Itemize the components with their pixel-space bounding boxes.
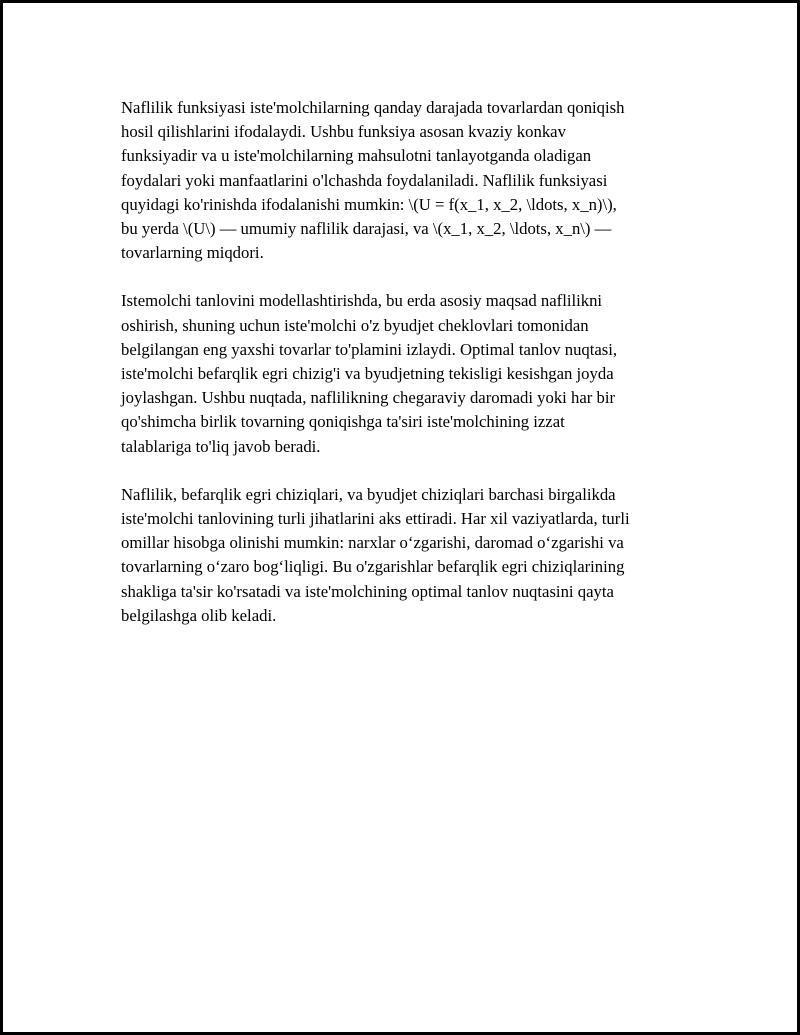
paragraph-indifference-budget: Naflilik, befarqlik egri chiziqlari, va byudjet chiziqlari barchasi birgalikda iste'molchi tanlovining turli jihatlarini aks ettiradi. Har xil vaziyatlarda, turli omillar hisobga olinishi mumkin: narxlar o‘zgarishi, daromad o‘zgarishi va tovarlarning o‘zaro bog‘liqligi. Bu o'zgarishlar befarqlik egri chiziqlarining shakliga ta'sir ko'rsatadi va iste'molchining optimal tanlov nuqtasini qayta belgilashga olib keladi. bbox=[121, 484, 630, 625]
paragraph-utility-function: Naflilik funksiyasi iste'molchilarning qanday darajada tovarlardan qoniqish hosil qilishlarini ifodalaydi. Ushbu funksiya asosan kvaziy konkav funksiyadir va u iste'molchilarning mahsulotni tanlayotganda oladigan foydalari yoki manfaatlarini o'lchashda foydalaniladi. Naflilik funksiyasi quyidagi ko'rinishda ifodalanishi mumkin: \(U = f(x_1, x_2, \ldots, x_n)\), bu yerda \(U\) — umumiy naflilik darajasi, va \(x_1, x_2, \ldots, x_n\) — tovarlarning miqdori. bbox=[121, 98, 625, 263]
document-body bbox=[121, 96, 691, 652]
paragraph-consumer-choice: Istemolchi tanlovini modellashtirishda, bu erda asosiy maqsad naflilikni oshirish, shuning uchun iste'molchi o'z byudjet cheklovlari tomonidan belgilangan eng yaxshi tovarlar to'plamini izlaydi. Optimal tanlov nuqtasi, iste'molchi befarqlik egri chizig'i va byudjetning tekisligi kesishgan joyda joylashgan. Ushbu nuqtada, naflilikning chegaraviy daromadi yoki har bir qo'shimcha birlik tovarning qoniqishga ta'siri iste'molchining izzat talablariga to'liq javob beradi. bbox=[121, 291, 618, 456]
